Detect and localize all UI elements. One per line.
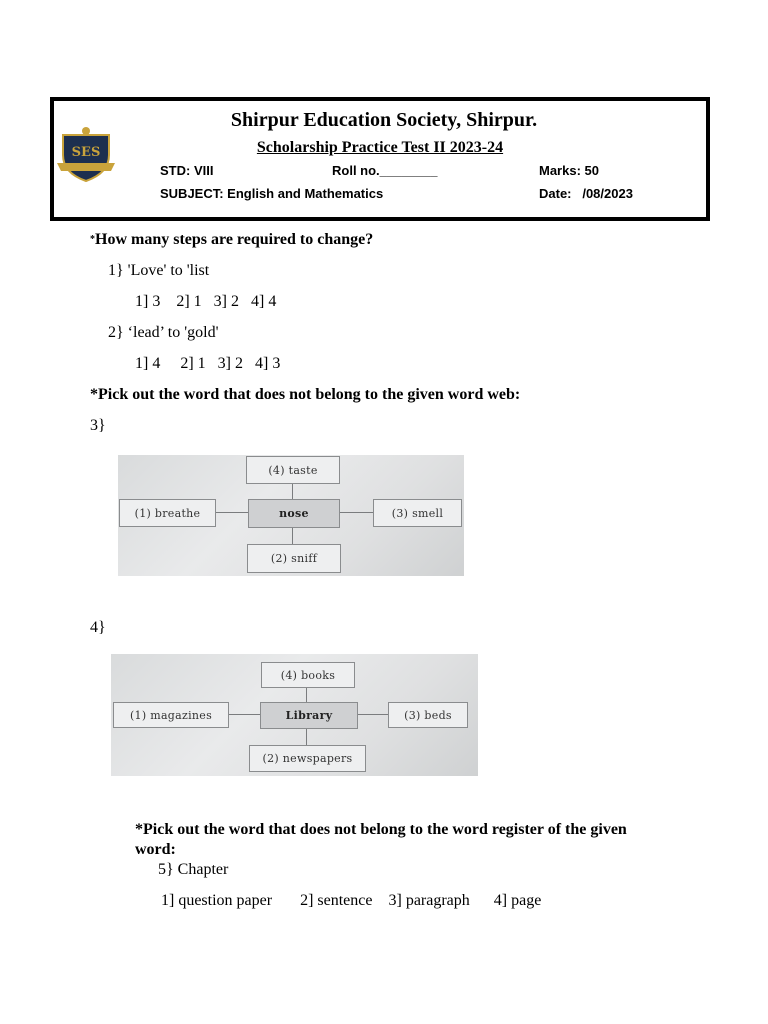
std-label: STD: VIII — [160, 163, 214, 178]
connector-line — [338, 512, 373, 513]
connector-line — [214, 512, 248, 513]
section-title-word-web: *Pick out the word that does not belong to the given word web: — [90, 386, 521, 403]
connector-line — [292, 527, 293, 544]
marks-label: Marks: 50 — [539, 163, 599, 178]
subject-label: SUBJECT: English and Mathematics — [160, 186, 384, 201]
connector-line — [306, 687, 307, 702]
word-web-3 — [118, 455, 464, 576]
word-web-4 — [111, 654, 478, 776]
section-title-line-2: word: — [135, 841, 176, 858]
web-node-center: Library — [260, 702, 358, 729]
web-node-left: (1) breathe — [119, 499, 216, 527]
question-2: 2} ‘lead’ to 'gold' — [108, 324, 219, 341]
question-1: 1} 'Love' to 'list — [108, 262, 210, 279]
school-name: Shirpur Education Society, Shirpur. — [230, 109, 538, 131]
section-title-word-register — [135, 820, 695, 860]
question-5: 5} Chapter — [158, 861, 229, 878]
web-node-top: (4) books — [261, 662, 355, 688]
logo-text: SES — [71, 145, 101, 160]
question-3-label: 3} — [90, 417, 106, 434]
section-title-steps — [90, 231, 373, 249]
web-node-right: (3) beds — [388, 702, 468, 728]
web-node-right: (3) smell — [373, 499, 462, 527]
test-title: Scholarship Practice Test II 2023-24 — [256, 139, 504, 156]
question-5-options: 1] question paper 2] sentence 3] paragraph 4] page — [161, 892, 542, 909]
connector-line — [292, 483, 293, 499]
section-title-line-1: *Pick out the word that does not belong to the word register of the given — [135, 821, 627, 838]
web-node-left: (1) magazines — [113, 702, 229, 728]
web-node-center: nose — [248, 499, 340, 528]
bullet-star: * — [90, 234, 95, 245]
connector-line — [229, 714, 260, 715]
connector-line — [357, 714, 388, 715]
question-1-options: 1] 3 2] 1 3] 2 4] 4 — [135, 293, 277, 310]
section-title-text: How many steps are required to change? — [95, 231, 374, 248]
date-label: Date: /08/2023 — [539, 186, 633, 201]
roll-number-field: Roll no.________ — [332, 163, 438, 178]
connector-line — [306, 728, 307, 745]
question-4-label: 4} — [90, 619, 106, 636]
web-node-bottom: (2) newspapers — [249, 745, 366, 772]
web-node-bottom: (2) sniff — [247, 544, 341, 573]
question-2-options: 1] 4 2] 1 3] 2 4] 3 — [135, 355, 281, 372]
web-node-top: (4) taste — [246, 456, 340, 484]
